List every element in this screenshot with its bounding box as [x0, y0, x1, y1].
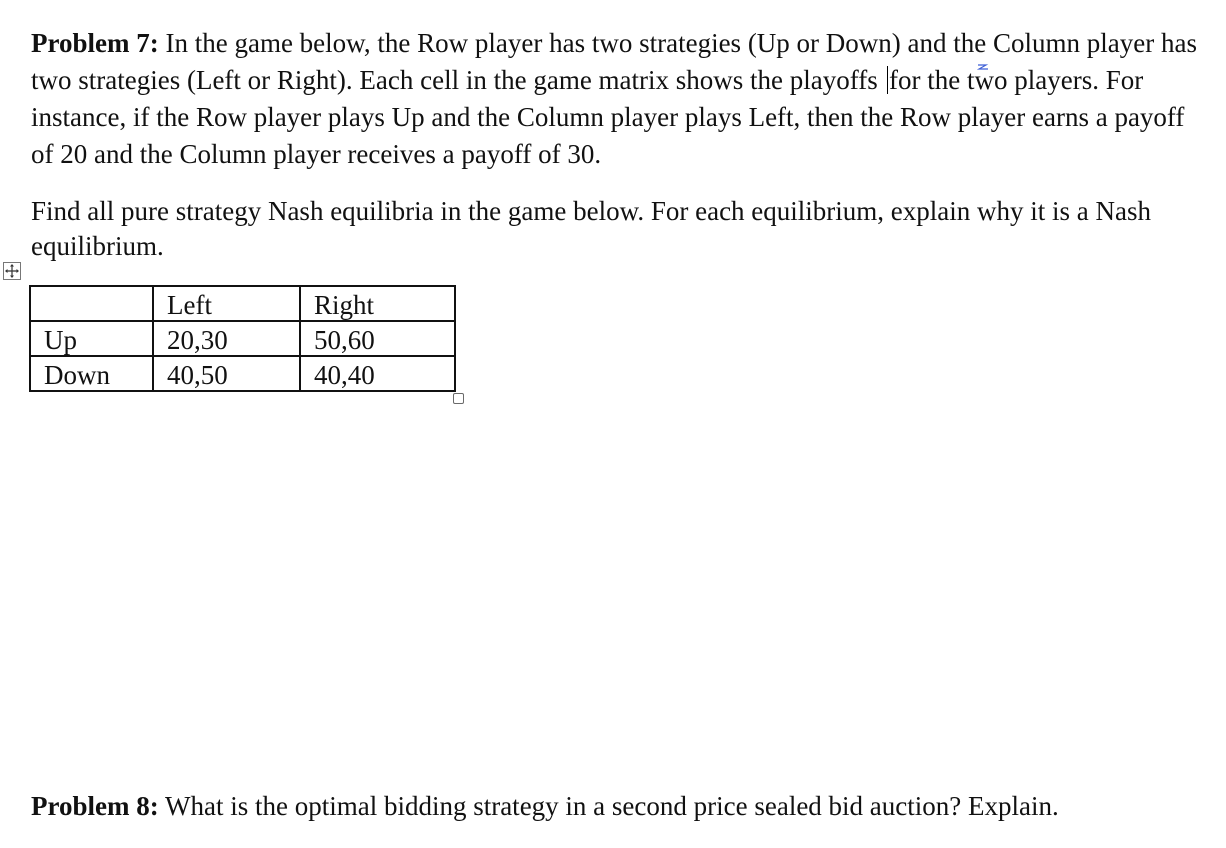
payoff-cell-down-right: 40,40 — [300, 356, 455, 391]
move-arrows-icon[interactable] — [3, 262, 21, 280]
table-row — [30, 356, 455, 391]
row-header-down: Down — [30, 356, 153, 391]
table-header-row — [30, 286, 455, 321]
row-header-up: Up — [30, 321, 153, 356]
payoff-cell-up-right: 50,60 — [300, 321, 455, 356]
problem-7-question: Find all pure strategy Nash equilibria in the game below. For each equilibrium, explain why it is a Nash equilibrium. — [31, 196, 1151, 261]
problem-7-paragraph — [31, 25, 1201, 173]
problem-7-text-after-caret: for the two players. For instance, if the Row player plays Up and the Column player plays Left, then the Row player earns a payoff of 20 and the Column player receives a payoff of 30. — [31, 65, 1185, 169]
problem-8-label: Problem 8: — [31, 791, 159, 821]
autocorrect-indicator-icon[interactable] — [977, 64, 989, 70]
table-corner-cell — [30, 286, 153, 321]
game-matrix-table — [29, 285, 456, 392]
problem-8-paragraph — [31, 788, 1201, 825]
column-header-left: Left — [153, 286, 300, 321]
payoff-cell-down-left: 40,50 — [153, 356, 300, 391]
problem-7-text-before-caret: In the game below, the Row player has two strategies (Up or Down) and the Column player has two strategies (Left or Right). Each cell in the game matrix shows the playoffs — [31, 28, 1197, 95]
resize-handle-icon[interactable] — [453, 393, 464, 404]
text-cursor — [887, 66, 889, 94]
payoff-cell-up-left: 20,30 — [153, 321, 300, 356]
table-row — [30, 321, 455, 356]
column-header-right: Right — [300, 286, 455, 321]
problem-7-label: Problem 7: — [31, 28, 159, 58]
problem-8-text: What is the optimal bidding strategy in a second price sealed bid auction? Explain. — [158, 791, 1059, 821]
